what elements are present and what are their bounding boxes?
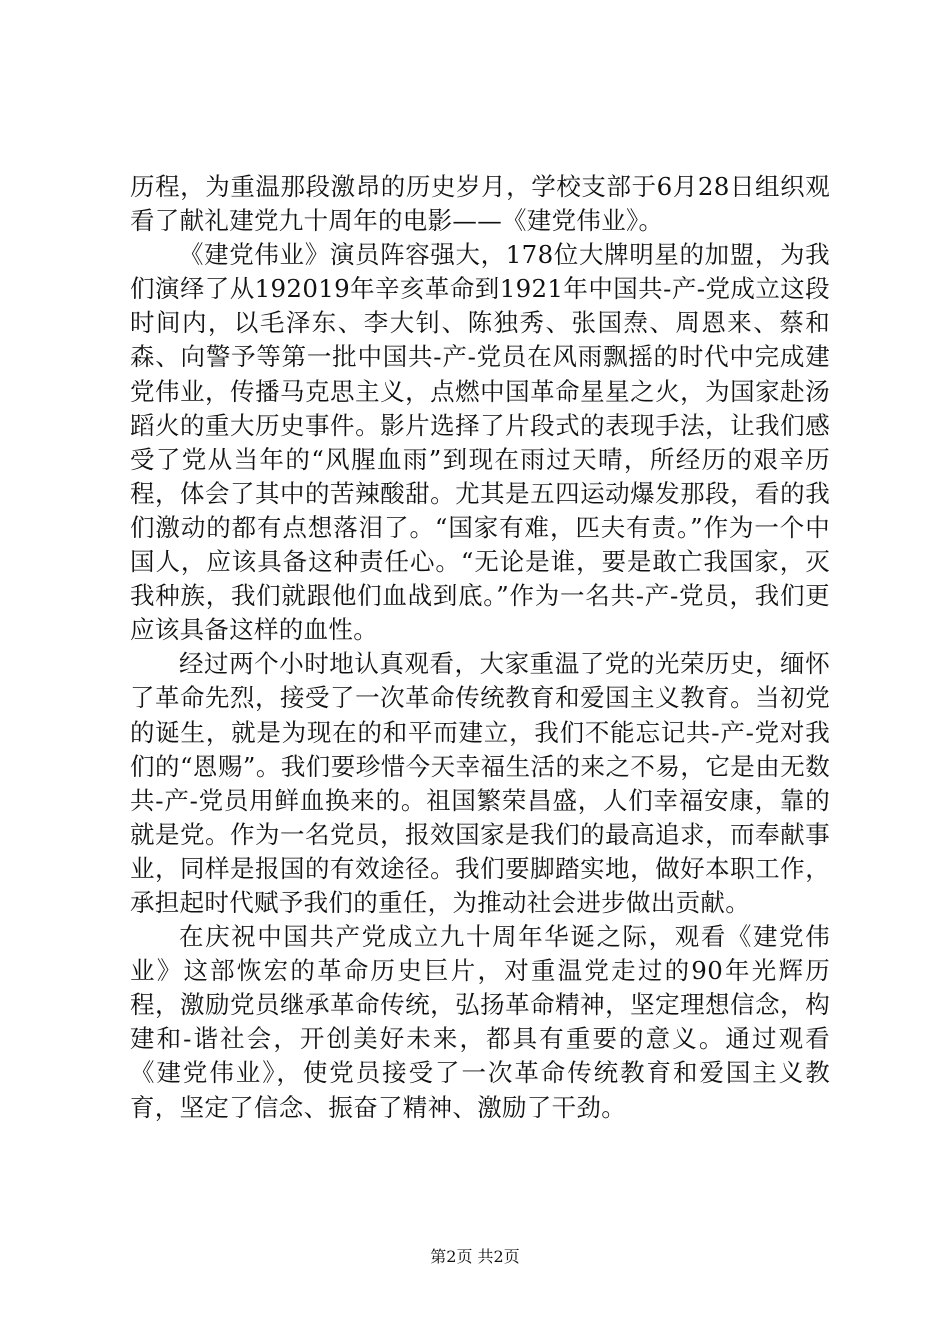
paragraph-reflection: 经过两个小时地认真观看，大家重温了党的光荣历史，缅怀了革命先烈，接受了一次革命传统教育和爱国主义教育。当初党的诞生，就是为现在的和平而建立，我们不能忘记共-产-党对我们的“恩赐”。我们要珍惜今天幸福生活的来之不易，它是由无数共-产-党员用鲜血换来的。祖国繁荣昌盛，人们幸福安康，靠的就是党。作为一名党员，报效国家是我们的最高追求，而奉献事业，同样是报国的有效途径。我们要脚踏实地，做好本职工作，承担起时代赋予我们的重任，为推动社会进步做出贡献。 [130, 649, 830, 917]
document-body [130, 170, 830, 1125]
paragraph-film-summary: 《建党伟业》演员阵容强大，178位大牌明星的加盟，为我们演绎了从192019年辛亥革命到1921年中国共-产-党成立这段时间内，以毛泽东、李大钊、陈独秀、张国焘、周恩来、蔡和森、向警予等第一批中国共-产-党员在风雨飘摇的时代中完成建党伟业，传播马克思主义，点燃中国革命星星之火，为国家赴汤蹈火的重大历史事件。影片选择了片段式的表现手法，让我们感受了党从当年的“风腥血雨”到现在雨过天晴，所经历的艰辛历程，体会了其中的苦辣酸甜。尤其是五四运动爆发那段，看的我们激动的都有点想落泪了。“国家有难，匹夫有责。”作为一个中国人，应该具备这种责任心。“无论是谁，要是敢亡我国家，灭我种族，我们就跟他们血战到底。”作为一名共-产-党员，我们更应该具备这样的血性。 [130, 240, 831, 645]
page-footer: 第2页 共2页 [430, 1247, 520, 1266]
paragraph-conclusion: 在庆祝中国共产党成立九十周年华诞之际，观看《建党伟业》这部恢宏的革命历史巨片，对重温党走过的90年光辉历程，激励党员继承革命传统，弘扬革命精神，坚定理想信念，构建和-谐社会，开创美好未来，都具有重要的意义。通过观看《建党伟业》，使党员接受了一次革命传统教育和爱国主义教育，坚定了信念、振奋了精神、激励了干劲。 [130, 922, 830, 1122]
paragraph-continued: 历程，为重温那段激昂的历史岁月，学校支部于6月28日组织观看了献礼建党九十周年的电影——《建党伟业》。 [130, 172, 830, 236]
